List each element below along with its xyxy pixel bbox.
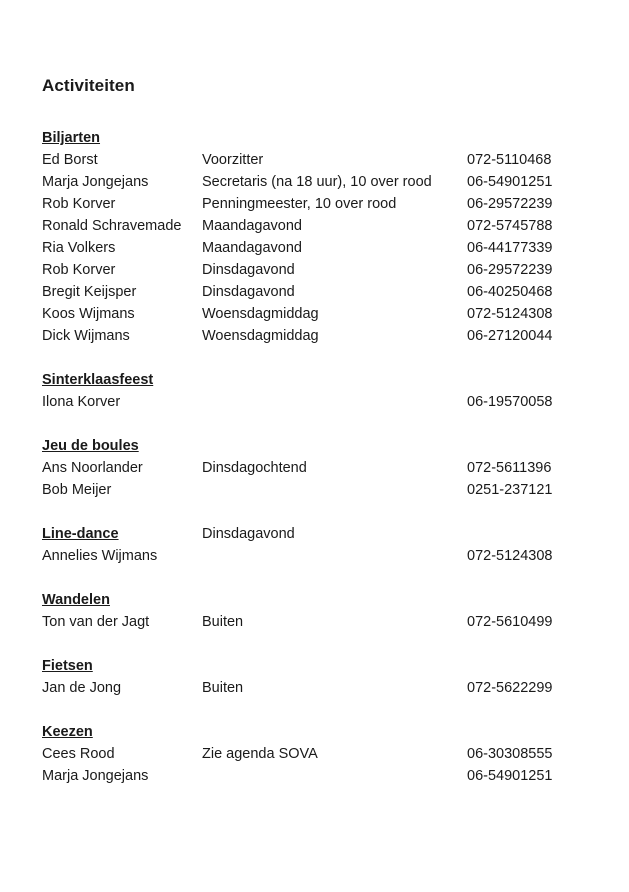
section-heading-row [42,721,602,743]
section-heading-row [42,655,602,677]
contact-phone: 06-29572239 [467,196,553,212]
contact-row [42,677,602,699]
contact-row [42,237,602,259]
contact-phone: 072-5610499 [467,614,553,630]
contact-phone: 06-27120044 [467,328,553,344]
activity-section [42,655,602,699]
contact-name: Ans Noorlander [42,460,143,476]
activity-section [42,523,602,567]
contact-phone: 06-19570058 [467,394,553,410]
contact-phone: 072-5622299 [467,680,553,696]
contact-name: Ilona Korver [42,394,121,410]
contact-name: Ton van der Jagt [42,614,150,630]
section-heading: Keezen [42,724,93,740]
section-heading-row [42,127,602,149]
contact-row [42,171,602,193]
section-heading: Biljarten [42,130,101,146]
section-heading: Wandelen [42,592,110,608]
contact-role: Dinsdagavond [202,284,295,300]
section-heading-row [42,369,602,391]
contact-phone: 0251-237121 [467,482,553,498]
contact-role: Zie agenda SOVA [202,746,318,762]
contact-name: Bregit Keijsper [42,284,137,300]
section-heading-note: Dinsdagavond [202,526,295,542]
section-heading-row [42,589,602,611]
contact-phone: 072-5745788 [467,218,553,234]
contact-row [42,545,602,567]
contact-name: Ed Borst [42,152,98,168]
contact-role: Dinsdagavond [202,262,295,278]
contact-phone: 072-5124308 [467,306,553,322]
contact-phone: 06-29572239 [467,262,553,278]
contact-name: Marja Jongejans [42,174,149,190]
contact-phone: 072-5124308 [467,548,553,564]
contact-name: Annelies Wijmans [42,548,158,564]
contact-role: Buiten [202,614,244,630]
activity-section [42,589,602,633]
contact-name: Bob Meijer [42,482,112,498]
contact-name: Rob Korver [42,262,116,278]
section-heading-row [42,435,602,457]
contact-name: Marja Jongejans [42,768,149,784]
activity-section [42,435,602,501]
contact-row [42,193,602,215]
contact-name: Jan de Jong [42,680,122,696]
activity-section [42,721,602,787]
contact-name: Ria Volkers [42,240,116,256]
contact-row [42,479,602,501]
contact-row [42,743,602,765]
contact-row [42,391,602,413]
contact-role: Woensdagmiddag [202,306,319,322]
section-heading: Fietsen [42,658,93,674]
contact-phone: 06-54901251 [467,174,553,190]
contact-name: Dick Wijmans [42,328,130,344]
section-heading-row [42,523,602,545]
contact-phone: 06-40250468 [467,284,553,300]
activity-section [42,369,602,413]
contact-row [42,765,602,787]
contact-role: Voorzitter [202,152,264,168]
section-heading: Line-dance [42,526,119,542]
contact-phone: 072-5110468 [467,152,552,168]
contact-role: Secretaris (na 18 uur), 10 over rood [202,174,432,190]
contact-name: Ronald Schravemade [42,218,182,234]
contact-row [42,303,602,325]
contact-role: Maandagavond [202,240,302,256]
contact-role: Penningmeester, 10 over rood [202,196,397,212]
contact-name: Rob Korver [42,196,116,212]
contact-row [42,259,602,281]
activity-section [42,127,602,347]
contact-role: Maandagavond [202,218,302,234]
contact-phone: 072-5611396 [467,460,552,476]
contact-row [42,325,602,347]
contact-role: Dinsdagochtend [202,460,307,476]
page-title: Activiteiten [42,76,135,95]
contact-row [42,457,602,479]
section-heading: Jeu de boules [42,438,139,454]
contact-role: Woensdagmiddag [202,328,319,344]
contact-name: Koos Wijmans [42,306,135,322]
activity-list [42,127,602,809]
contact-row [42,611,602,633]
contact-name: Cees Rood [42,746,115,762]
contact-phone: 06-30308555 [467,746,553,762]
contact-row [42,149,602,171]
contact-row [42,215,602,237]
contact-role: Buiten [202,680,244,696]
contact-phone: 06-54901251 [467,768,553,784]
contact-phone: 06-44177339 [467,240,553,256]
section-heading: Sinterklaasfeest [42,372,154,388]
contact-row [42,281,602,303]
